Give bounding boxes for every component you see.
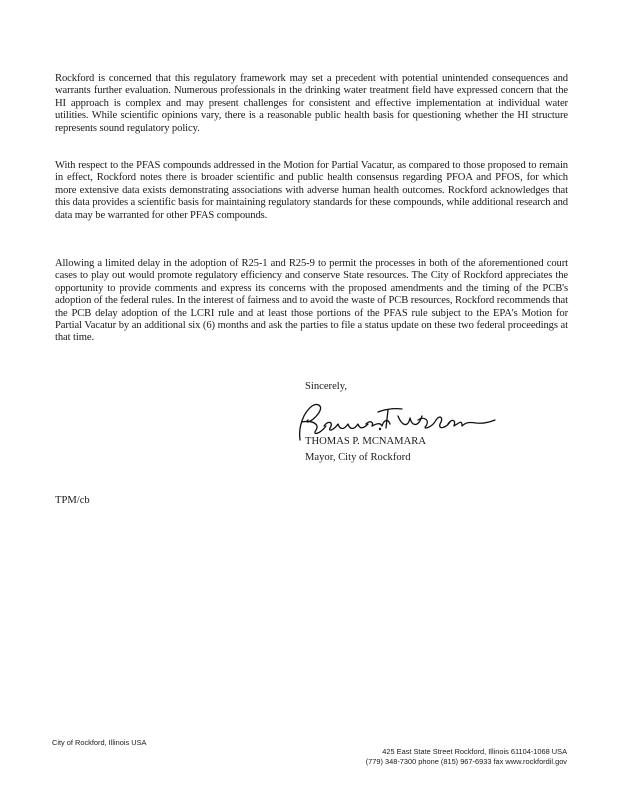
body-paragraph-1: Rockford is concerned that this regulatory framework may set a precedent with potential unintended consequences and warrants further evaluation. Numerous professionals in the drinking water treatment field have expressed concern that the HI approach is complex and may present challenges for consistent and effective implementation at individual water utilities. While scientific opinions vary, there is a reasonable public health basis for questioning whether the HI structure represents sound regulatory policy. bbox=[55, 73, 568, 134]
body-paragraph-2: With respect to the PFAS compounds addressed in the Motion for Partial Vacatur, as compared to those proposed to remain in effect, Rockford notes there is broader scientific and public health consensus regarding PFOA and PFOS, for which more extensive data exists demonstrating associations with adverse human health outcomes. Rockford acknowledges that this data provides a scientific basis for maintaining regulatory standards for these compounds, while additional research and data may be warranted for other PFAS compounds. bbox=[55, 160, 568, 221]
signer-title: Mayor, City of Rockford bbox=[305, 452, 411, 463]
signer-name: THOMAS P. MCNAMARA bbox=[305, 436, 426, 447]
footer-contact: (779) 348-7300 phone (815) 967-6933 fax www.rockfordil.gov bbox=[365, 756, 567, 766]
body-paragraph-3: Allowing a limited delay in the adoption of R25-1 and R25-9 to permit the processes in both of the aforementioned court cases to play out would promote regulatory efficiency and conserve State resources. The City of Rockford appreciates the opportunity to provide comments and express its concerns with the proposed amendments and the timing of the PCB's adoption of the federal rules. In the interest of fairness and to avoid the waste of PCB resources, Rockford recommends that the PCB delay adoption of the LCRI rule and at least those portions of the PFAS rule subject to the EPA's Motion for Partial Vacatur by an additional six (6) months and ask the parties to file a status update on these two federal proceedings at that time. bbox=[55, 258, 568, 344]
footer-city-label: City of Rockford, Illinois USA bbox=[52, 738, 147, 747]
closing: Sincerely, bbox=[305, 381, 347, 392]
footer-address: 425 East State Street Rockford, Illinois 61104-1068 USA bbox=[382, 747, 567, 756]
footer-contact-block bbox=[366, 747, 567, 766]
reference-initials: TPM/cb bbox=[55, 495, 90, 506]
